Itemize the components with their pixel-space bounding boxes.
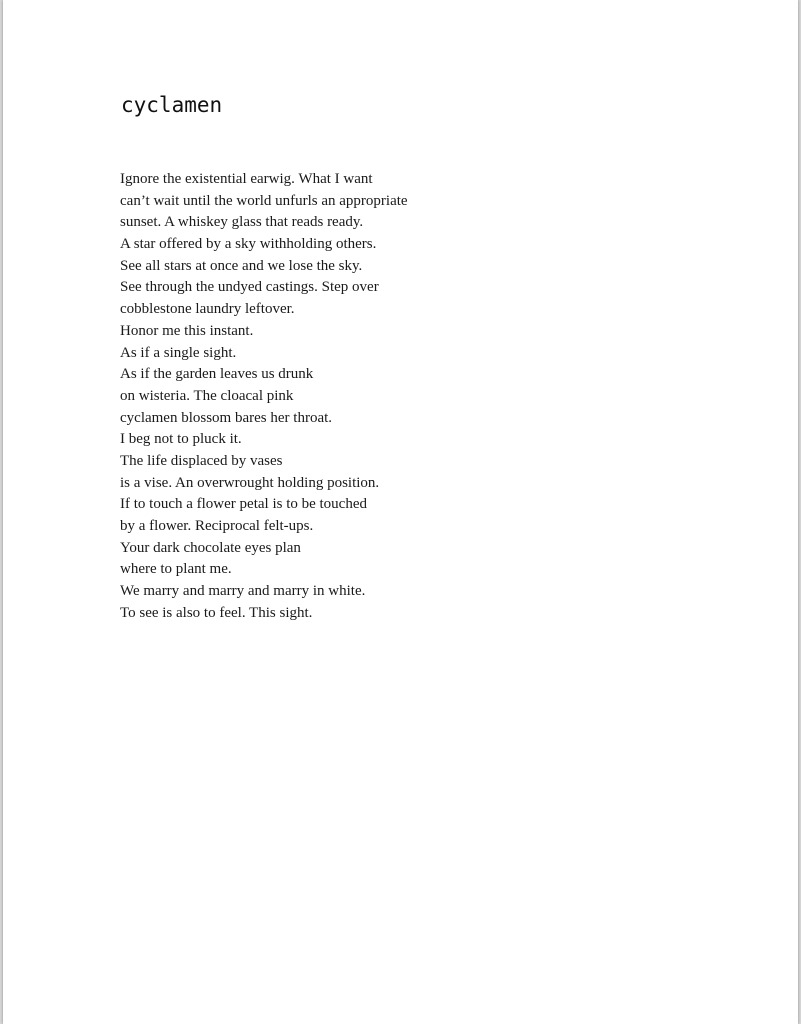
poem-line: As if a single sight. [120, 344, 237, 361]
poem-line: If to touch a flower petal is to be touched [120, 496, 368, 513]
poem-line: cyclamen blossom bares her throat. [120, 409, 333, 426]
poem-line: is a vise. An overwrought holding position. [120, 474, 380, 491]
poem-line: Your dark chocolate eyes plan [120, 539, 301, 556]
poem-line: by a flower. Reciprocal felt-ups. [120, 518, 314, 534]
document-page [3, 0, 798, 1024]
poem-line: cobblestone laundry leftover. [120, 301, 295, 318]
poem-line: A star offered by a sky withholding others. [120, 236, 377, 253]
poem-line: where to plant me. [120, 561, 232, 578]
poem-line: on wisteria. The cloacal pink [120, 387, 294, 404]
poem-line: sunset. A whiskey glass that reads ready. [120, 214, 364, 231]
poem-line: The life displaced by vases [120, 452, 283, 469]
poem-line: See through the undyed castings. Step over [120, 279, 379, 296]
poem-line: As if the garden leaves us drunk [120, 366, 314, 383]
poem-line: I beg not to pluck it. [120, 431, 242, 448]
poem-line: We marry and marry and marry in white. [120, 583, 366, 600]
poem-line: See all stars at once and we lose the sky. [120, 257, 363, 274]
poem-line: Ignore the existential earwig. What I want [120, 171, 373, 187]
poem-line: can’t wait until the world unfurls an appropriate [120, 192, 408, 209]
poem-line: Honor me this instant. [120, 322, 254, 339]
poem-line: To see is also to feel. This sight. [120, 604, 313, 621]
poem-title: cyclamen [121, 93, 223, 117]
poem-body [120, 169, 408, 624]
